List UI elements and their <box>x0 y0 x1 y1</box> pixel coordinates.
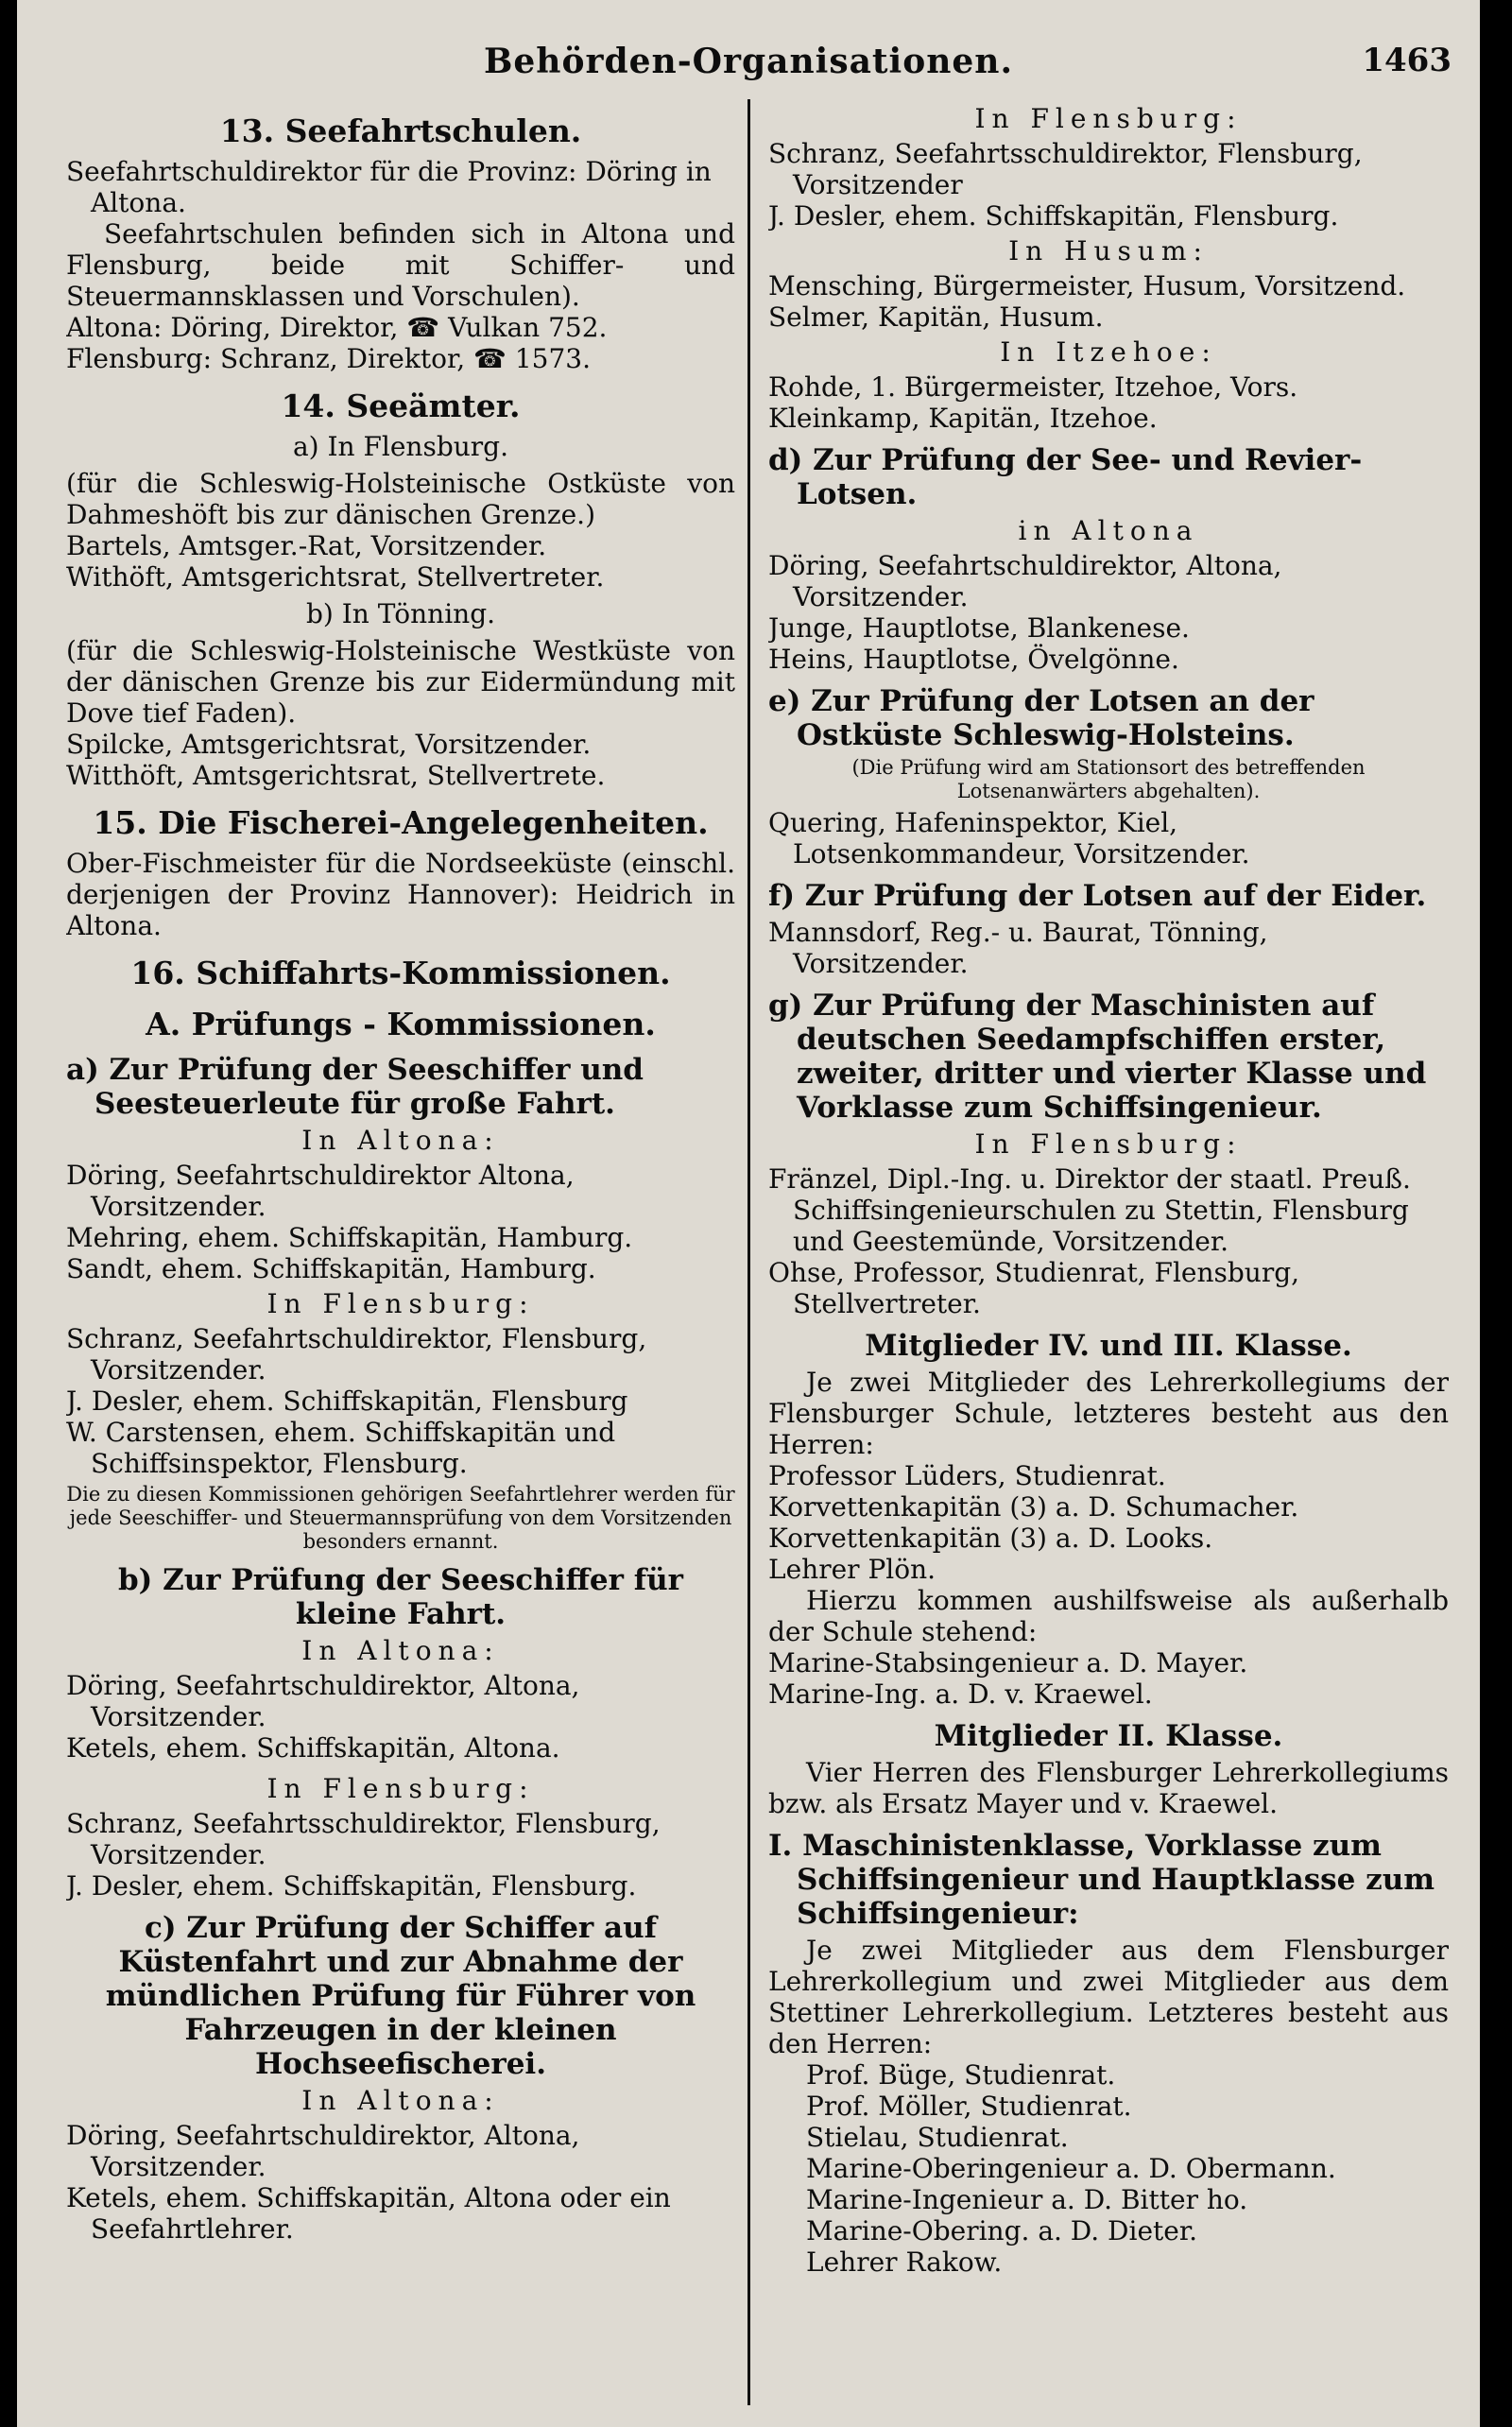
note: (für die Schleswig-Holsteinische Westküste von der dänischen Grenze bis zur Eidermündung mit Dove tief Faden). <box>66 635 735 729</box>
entry: Bartels, Amtsger.-Rat, Vorsitzender. <box>66 530 547 561</box>
location-heading: in Altona <box>1018 515 1199 546</box>
section-16-title: 16. Schiffahrts-Kommissionen. <box>130 955 671 991</box>
entry: Spilcke, Amtsgerichtsrat, Vorsitzender. <box>66 729 592 760</box>
entry: Schranz, Seefahrtsschuldirektor, Flensburg, Vorsitzender <box>768 138 1363 200</box>
running-title: Behörden-Organisationen. <box>483 42 1014 81</box>
entry: Ohse, Professor, Studienrat, Flensburg, Stellvertreter. <box>768 1257 1300 1319</box>
entry: Witthöft, Amtsgerichtsrat, Stellvertrete. <box>66 760 606 791</box>
entry: Marine-Ingenieur a. D. Bitter ho. <box>806 2184 1248 2215</box>
location-heading: In Flensburg: <box>266 1288 535 1319</box>
entry: Heins, Hauptlotse, Övelgönne. <box>768 644 1179 675</box>
subsection-c-title: c) Zur Prüfung der Schiffer auf Küstenfahrt und zur Abnahme der mündlichen Prüfung für Führer von Fahrzeugen in der kleinen Hochseefischerei. <box>105 1911 696 2081</box>
entry: Quering, Hafeninspektor, Kiel, Lotsenkommandeur, Vorsitzender. <box>768 807 1250 869</box>
paragraph: Vier Herren des Flensburger Lehrerkollegiums bzw. als Ersatz Mayer und v. Kraewel. <box>768 1757 1449 1819</box>
entry: J. Desler, ehem. Schiffskapitän, Flensburg. <box>768 200 1339 232</box>
section-13-title: 13. Seefahrtschulen. <box>219 112 582 149</box>
entry: Flensburg: Schranz, Direktor, ☎ 1573. <box>66 343 591 374</box>
right-column <box>768 99 1449 2405</box>
paragraph: Seefahrtschuldirektor für die Provinz: Döring in Altona. <box>66 156 712 218</box>
entry: Prof. Büge, Studienrat. <box>806 2059 1116 2091</box>
entry: Professor Lüders, Studienrat. <box>768 1460 1166 1491</box>
subsection-b-title: b) Zur Prüfung der Seeschiffer für kleine Fahrt. <box>118 1563 683 1631</box>
entry: Marine-Obering. a. D. Dieter. <box>806 2215 1198 2246</box>
entry: Schranz, Seefahrtschuldirektor, Flensburg, Vorsitzender. <box>66 1323 647 1386</box>
paragraph: Je zwei Mitglieder des Lehrerkollegiums der Flensburger Schule, letzteres besteht aus den Herren: <box>768 1367 1449 1460</box>
paragraph: Hierzu kommen aushilfsweise als außerhalb der Schule stehend: <box>768 1585 1449 1647</box>
entry: Mehring, ehem. Schiffskapitän, Hamburg. <box>66 1222 633 1253</box>
entry: Sandt, ehem. Schiffskapitän, Hamburg. <box>66 1253 596 1284</box>
entry: Prof. Möller, Studienrat. <box>806 2091 1132 2122</box>
location-heading: In Flensburg: <box>974 1128 1243 1160</box>
entry: Döring, Seefahrtschuldirektor, Altona, Vorsitzender. <box>66 1670 580 1732</box>
footnote: (Die Prüfung wird am Stationsort des betreffenden Lotsenanwärters abgehalten). <box>851 756 1366 802</box>
subsection-e-title: e) Zur Prüfung der Lotsen an der Ostküste Schleswig-Holsteins. <box>768 684 1314 752</box>
entry: Ketels, ehem. Schiffskapitän, Altona. <box>66 1732 560 1764</box>
entry: J. Desler, ehem. Schiffskapitän, Flensburg. <box>66 1870 637 1902</box>
location-heading: In Flensburg: <box>974 103 1243 134</box>
entry: Lehrer Rakow. <box>806 2246 1003 2278</box>
entry: Schranz, Seefahrtsschuldirektor, Flensburg, Vorsitzender. <box>66 1808 661 1870</box>
paragraph: Ober-Fischmeister für die Nordseeküste (einschl. derjenigen der Provinz Hannover): Heidrich in Altona. <box>66 848 735 941</box>
entry: Marine-Ing. a. D. v. Kraewel. <box>768 1678 1153 1710</box>
entry: Mensching, Bürgermeister, Husum, Vorsitzend. <box>768 270 1406 301</box>
entry: Selmer, Kapitän, Husum. <box>768 301 1104 333</box>
paragraph: Seefahrtschulen befinden sich in Altona und Flensburg, beide mit Schiffer- und Steuermannsklassen und Vorschulen). <box>66 218 735 312</box>
location-heading: In Altona: <box>301 1635 500 1666</box>
members-ii-title: Mitglieder II. Klasse. <box>934 1719 1283 1753</box>
entry: Altona: Döring, Direktor, ☎ Vulkan 752. <box>66 312 608 343</box>
entry: Korvettenkapitän (3) a. D. Looks. <box>768 1523 1213 1554</box>
subsection-title: a) In Flensburg. <box>292 431 509 462</box>
location-heading: In Itzehoe: <box>1000 336 1217 368</box>
page-header <box>17 42 1480 95</box>
book-page <box>17 0 1480 2427</box>
page-number: 1463 <box>1362 42 1452 79</box>
entry: Döring, Seefahrtschuldirektor, Altona, Vorsitzender. <box>768 550 1282 612</box>
location-heading: In Altona: <box>301 1125 500 1156</box>
subsection-d-title: d) Zur Prüfung der See- und Revier-Lotsen. <box>768 443 1363 511</box>
entry: Mannsdorf, Reg.- u. Baurat, Tönning, Vorsitzender. <box>768 917 1268 979</box>
entry: Lehrer Plön. <box>768 1554 936 1585</box>
class-i-title: I. Maschinistenklasse, Vorklasse zum Schiffsingenieur und Hauptklasse zum Schiffsingenieur: <box>768 1829 1435 1931</box>
location-heading: In Flensburg: <box>266 1773 535 1804</box>
location-heading: In Husum: <box>1008 235 1209 267</box>
entry: Junge, Hauptlotse, Blankenese. <box>768 612 1190 644</box>
entry: Döring, Seefahrtschuldirektor Altona, Vorsitzender. <box>66 1160 575 1222</box>
entry: Withöft, Amtsgerichtsrat, Stellvertreter. <box>66 561 605 593</box>
entry: Ketels, ehem. Schiffskapitän, Altona oder ein Seefahrtlehrer. <box>66 2182 671 2245</box>
entry: Marine-Oberingenieur a. D. Obermann. <box>806 2153 1336 2184</box>
subsection-g-title: g) Zur Prüfung der Maschinisten auf deutschen Seedampfschiffen erster, zweiter, dritter und vierter Klasse und Vorklasse zum Schiffsingenieur. <box>768 989 1427 1125</box>
note: (für die Schleswig-Holsteinische Ostküste von Dahmeshöft bis zur dänischen Grenze.) <box>66 468 735 530</box>
section-15-title: 15. Die Fischerei-Angelegenheiten. <box>93 804 709 841</box>
entry: W. Carstensen, ehem. Schiffskapitän und Schiffsinspektor, Flensburg. <box>66 1417 616 1479</box>
entry: Stielau, Studienrat. <box>806 2122 1069 2153</box>
section-14-title: 14. Seeämter. <box>281 387 521 424</box>
entry: Kleinkamp, Kapitän, Itzehoe. <box>768 403 1158 434</box>
entry: Korvettenkapitän (3) a. D. Schumacher. <box>768 1491 1299 1523</box>
subsection-A-title: A. Prüfungs - Kommissionen. <box>146 1006 656 1042</box>
entry: Marine-Stabsingenieur a. D. Mayer. <box>768 1647 1248 1678</box>
subsection-title: b) In Tönning. <box>305 598 496 629</box>
entry: Fränzel, Dipl.-Ing. u. Direktor der staatl. Preuß. Schiffsingenieurschulen zu Stettin, Flensburg und Geestemünde, Vorsitzender. <box>768 1163 1411 1257</box>
column-divider <box>747 99 750 2405</box>
entry: J. Desler, ehem. Schiffskapitän, Flensburg <box>66 1386 628 1417</box>
entry: Döring, Seefahrtschuldirektor, Altona, Vorsitzender. <box>66 2120 580 2182</box>
paragraph: Je zwei Mitglieder aus dem Flensburger Lehrerkollegium und zwei Mitglieder aus dem Stettiner Lehrerkollegium. Letzteres besteht aus den Herren: <box>768 1935 1449 2059</box>
entry: Rohde, 1. Bürgermeister, Itzehoe, Vors. <box>768 371 1298 403</box>
subsection-f-title: f) Zur Prüfung der Lotsen auf der Eider. <box>768 879 1427 913</box>
members-iv-iii-title: Mitglieder IV. und III. Klasse. <box>865 1329 1352 1363</box>
left-column <box>66 99 735 2405</box>
footnote: Die zu diesen Kommissionen gehörigen Seefahrtlehrer werden für jede Seeschiffer- und Steuermannsprüfung von dem Vorsitzenden besonders ernannt. <box>66 1483 735 1553</box>
subsection-a-title: a) Zur Prüfung der Seeschiffer und Seesteuerleute für große Fahrt. <box>66 1053 644 1121</box>
location-heading: In Altona: <box>301 2085 500 2116</box>
